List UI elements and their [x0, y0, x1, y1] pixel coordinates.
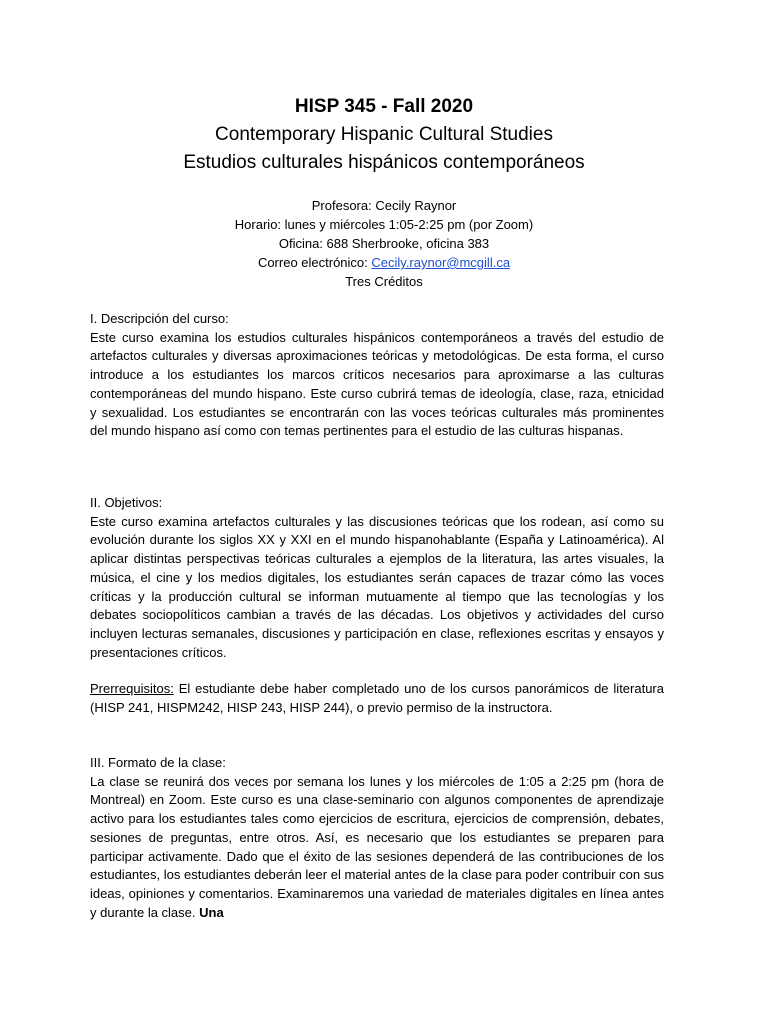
course-title-spanish: Estudios culturales hispánicos contemporáneos	[183, 152, 585, 173]
email-link[interactable]: Cecily.raynor@mcgill.ca	[371, 255, 511, 270]
course-info	[0, 196, 768, 291]
email-line	[0, 253, 768, 272]
prerequisites-label: Prerrequisitos:	[90, 681, 174, 696]
course-code: HISP 345 - Fall 2020	[294, 96, 474, 117]
section-objectives	[90, 494, 664, 662]
section-description-heading: I. Descripción del curso:	[90, 311, 229, 326]
section-description	[90, 310, 664, 441]
section-objectives-heading: II. Objetivos:	[90, 495, 163, 510]
section-description-body: Este curso examina los estudios culturales hispánicos contemporáneos a través del estudio de artefactos culturales y diversas aproximaciones teóricas y metodológicas. De esta forma, el curso introduce a los estudiantes los marcos críticos necesarios para aproximarse a las culturas contemporáneas del mundo hispano. Este curso cubrirá temas de ideología, clase, raza, etnicidad y sexualidad. Los estudiantes se encontrarán con las voces teóricas culturales más prominentes del mundo hispano así como con temas pertinentes para el estudio de las culturas hispanas.	[90, 329, 664, 439]
office-line: Oficina: 688 Sherbrooke, oficina 383	[278, 236, 490, 251]
section-objectives-body: Este curso examina artefactos culturales y las discusiones teóricas que los rodean, así como su evolución durante los siglos XX y XXI en el mundo hispanohablante (España y Latinoamérica). Al aplicar distintas perspectivas teóricas culturales a ejemplos de la literatura, las artes visuales, la música, el cine y los medios digitales, los estudiantes serán capaces de trazar cómo las voces críticas y la producción cultural se informan mutuamente al tiempo que las tecnologías y los debates sociopolíticos cambian a través de las décadas. Los objetivos y actividades del curso incluyen lecturas semanales, discusiones y participación en clase, reflexiones escritas y ensayos y presentaciones críticos.	[90, 513, 664, 660]
section-prerequisites	[90, 680, 664, 717]
credits-line: Tres Créditos	[345, 274, 423, 289]
section-format-bold-tail: Una	[199, 904, 224, 920]
section-format-heading: III. Formato de la clase:	[90, 755, 226, 770]
prerequisites-paragraph	[90, 680, 664, 717]
section-format-text: La clase se reunirá dos veces por semana los lunes y los miércoles de 1:05 a 2:25 pm (hora de Montreal) en Zoom. Este curso es una clase-seminario con algunos componentes de aprendizaje activo para los estudiantes tales como ejercicios de escritura, ejercicios de comprensión, debates, sesiones de preguntas, entre otros. Así, es necesario que los estudiantes se preparen para participar activamente. Dado que el éxito de las sesiones dependerá de las contribuciones de los estudiantes, los estudiantes deberán leer el material antes de la clase para poder contribuir con sus ideas, opiniones y comentarios. Examinaremos una variedad de materiales digitales en línea antes y durante la clase.	[90, 773, 664, 920]
title-block	[0, 93, 768, 177]
course-title-english: Contemporary Hispanic Cultural Studies	[215, 124, 553, 145]
professor-line: Profesora: Cecily Raynor	[311, 198, 457, 213]
email-label: Correo electrónico:	[257, 255, 372, 270]
schedule-line: Horario: lunes y miércoles 1:05-2:25 pm (por Zoom)	[234, 217, 534, 232]
prerequisites-body: El estudiante debe haber completado uno de los cursos panorámicos de literatura (HISP 241, HISPM242, HISP 243, HISP 244), o previo permiso de la instructora.	[90, 681, 664, 715]
section-format	[90, 754, 664, 922]
section-format-body	[90, 773, 664, 923]
